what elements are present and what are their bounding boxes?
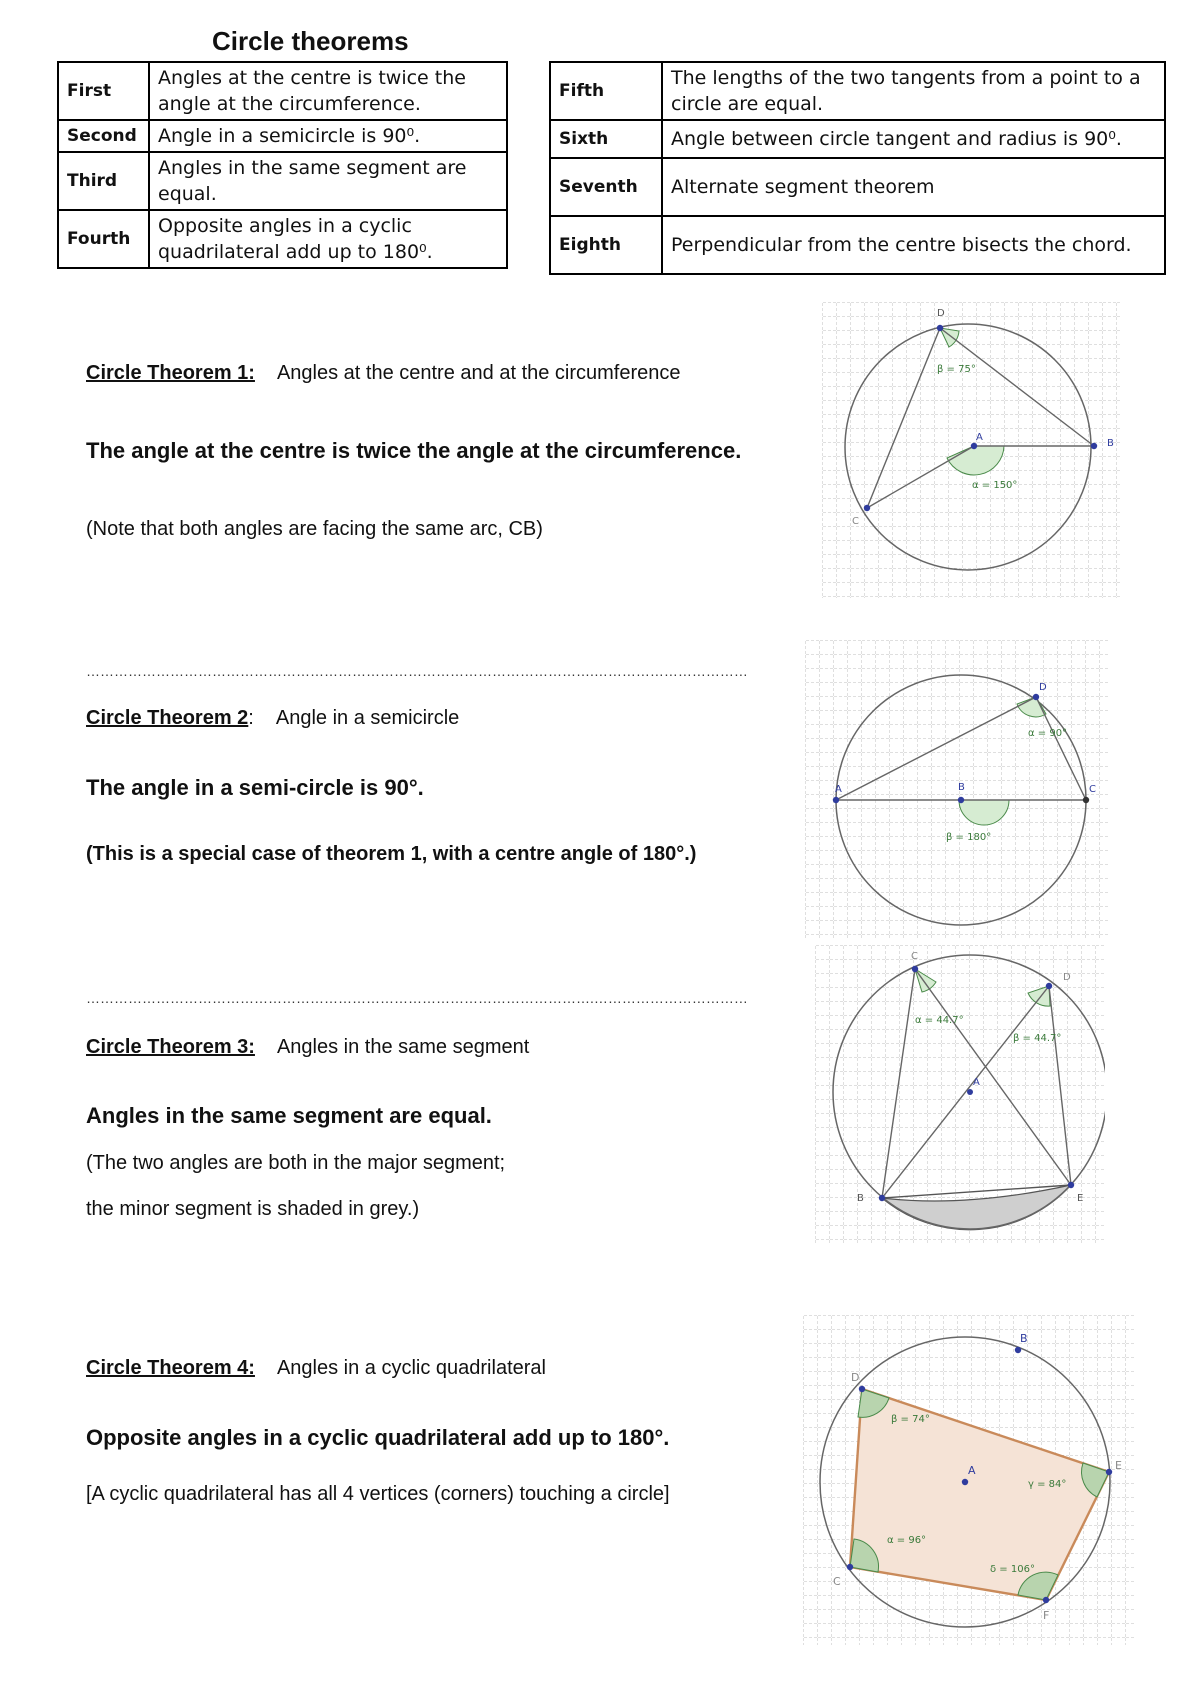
point-c (1083, 797, 1089, 803)
theorem-3-note-2: the minor segment is shaded in grey.) (86, 1198, 420, 1220)
theorem-2-statement: The angle in a semi-circle is 90°. (86, 775, 424, 800)
point-d (937, 325, 943, 331)
label-a: A (835, 784, 842, 795)
point-a (833, 797, 839, 803)
row-key: Seventh (550, 158, 662, 216)
angle-delta-label: δ = 106° (990, 1564, 1035, 1575)
theorem-4-statement: Opposite angles in a cyclic quadrilateral add up to 180°. (86, 1425, 670, 1450)
page-title: Circle theorems (212, 26, 409, 56)
point-b (879, 1195, 885, 1201)
row-text: The lengths of the two tangents from a point to a circle are equal. (662, 62, 1165, 120)
label-a: A (976, 432, 983, 443)
label-d: D (937, 308, 945, 319)
label-e: E (1115, 1459, 1122, 1472)
theorem-3-statement: Angles in the same segment are equal. (86, 1103, 492, 1128)
point-e (1106, 1469, 1112, 1475)
table-row (58, 62, 507, 120)
theorem-1-subtitle: Angles at the centre and at the circumference (276, 362, 681, 384)
table-row (550, 120, 1165, 158)
divider-dots: ……………………………………………………………………………………………….…………………………… (86, 663, 748, 679)
theorem-1-statement: The angle at the centre is twice the angle at the circumference. (86, 438, 742, 463)
point-a (967, 1089, 973, 1095)
row-key: Eighth (550, 216, 662, 274)
theorem-3-heading (86, 1036, 529, 1059)
label-c: C (852, 516, 859, 527)
point-d (1033, 694, 1039, 700)
theorem-3-label: Circle Theorem 3: (86, 1036, 255, 1058)
theorem-3-diagram (815, 945, 1105, 1245)
table-row (58, 152, 507, 210)
label-a: A (968, 1464, 976, 1477)
angle-beta-label: β = 75° (937, 364, 976, 375)
theorem-4-note: [A cyclic quadrilateral has all 4 vertices (corners) touching a circle] (86, 1483, 670, 1505)
label-d: D (1063, 972, 1071, 983)
theorem-3-note: (The two angles are both in the major segment; (86, 1152, 506, 1174)
theorem-1-note: (Note that both angles are facing the same arc, CB) (86, 518, 543, 540)
point-b (1015, 1347, 1021, 1353)
point-b (958, 797, 964, 803)
row-text: Perpendicular from the centre bisects the chord. (662, 216, 1165, 274)
theorem-4-diagram (803, 1315, 1135, 1645)
table-row (550, 216, 1165, 274)
theorem-1-label: Circle Theorem 1: (86, 362, 255, 384)
label-b: B (857, 1193, 864, 1204)
point-a (962, 1479, 968, 1485)
label-c: C (1089, 784, 1096, 795)
label-d: D (1039, 682, 1047, 693)
row-text: Angles in the same segment are equal. (149, 152, 507, 210)
point-c (847, 1564, 853, 1570)
theorem-4-heading (86, 1357, 546, 1380)
angle-alpha-label: α = 96° (887, 1535, 927, 1546)
point-c (912, 966, 918, 972)
row-text: Alternate segment theorem (662, 158, 1165, 216)
point-d (859, 1386, 865, 1392)
theorem-2-heading (86, 707, 459, 730)
label-c: C (833, 1575, 841, 1588)
theorems-table-right (549, 61, 1166, 275)
label-f: F (1043, 1609, 1050, 1622)
point-f (1043, 1597, 1049, 1603)
theorem-4-subtitle: Angles in a cyclic quadrilateral (276, 1357, 546, 1379)
divider-dots: ……………………………………………………………………………………………….…………………………… (86, 990, 748, 1006)
point-d (1046, 983, 1052, 989)
angle-alpha-label: α = 44.7° (915, 1015, 964, 1026)
table-row (550, 158, 1165, 216)
theorem-1-heading (86, 362, 681, 385)
point-e (1068, 1182, 1074, 1188)
row-key: Sixth (550, 120, 662, 158)
theorem-3-subtitle: Angles in the same segment (276, 1036, 530, 1058)
angle-alpha-label: α = 90° (1028, 728, 1068, 739)
theorem-2-label: Circle Theorem 2 (86, 707, 249, 729)
row-key: Third (58, 152, 149, 210)
row-text: Angle between circle tangent and radius is 90⁰. (662, 120, 1165, 158)
row-text: Opposite angles in a cyclic quadrilateral add up to 180⁰. (149, 210, 507, 268)
table-row (58, 120, 507, 152)
label-b: B (958, 782, 965, 793)
angle-beta-label: β = 180° (946, 832, 992, 843)
label-e: E (1077, 1193, 1084, 1204)
theorems-table-left (57, 61, 508, 269)
angle-beta-label: β = 44.7° (1013, 1033, 1062, 1044)
row-text: Angles at the centre is twice the angle at the circumference. (149, 62, 507, 120)
point-a (971, 443, 977, 449)
theorem-2-note: (This is a special case of theorem 1, with a centre angle of 180°.) (86, 843, 697, 865)
point-b (1091, 443, 1097, 449)
table-row (58, 210, 507, 268)
label-b: B (1020, 1332, 1028, 1345)
row-key: Fifth (550, 62, 662, 120)
theorem-1-diagram (822, 302, 1122, 598)
theorem-2-label-suffix: : (248, 707, 254, 729)
label-c: C (911, 951, 918, 962)
point-c (864, 505, 870, 511)
row-key: First (58, 62, 149, 120)
angle-gamma-label: γ = 84° (1028, 1479, 1067, 1490)
row-text: Angle in a semicircle is 90⁰. (149, 120, 507, 152)
theorem-4-label: Circle Theorem 4: (86, 1357, 255, 1379)
angle-beta-label: β = 74° (891, 1414, 930, 1425)
label-d: D (851, 1371, 860, 1384)
angle-alpha-label: α = 150° (972, 480, 1018, 491)
theorem-2-diagram (805, 640, 1110, 940)
row-key: Fourth (58, 210, 149, 268)
label-b: B (1107, 438, 1114, 449)
theorem-2-subtitle: Angle in a semicircle (275, 707, 460, 729)
row-key: Second (58, 120, 149, 152)
table-row (550, 62, 1165, 120)
label-a: A (973, 1077, 980, 1088)
